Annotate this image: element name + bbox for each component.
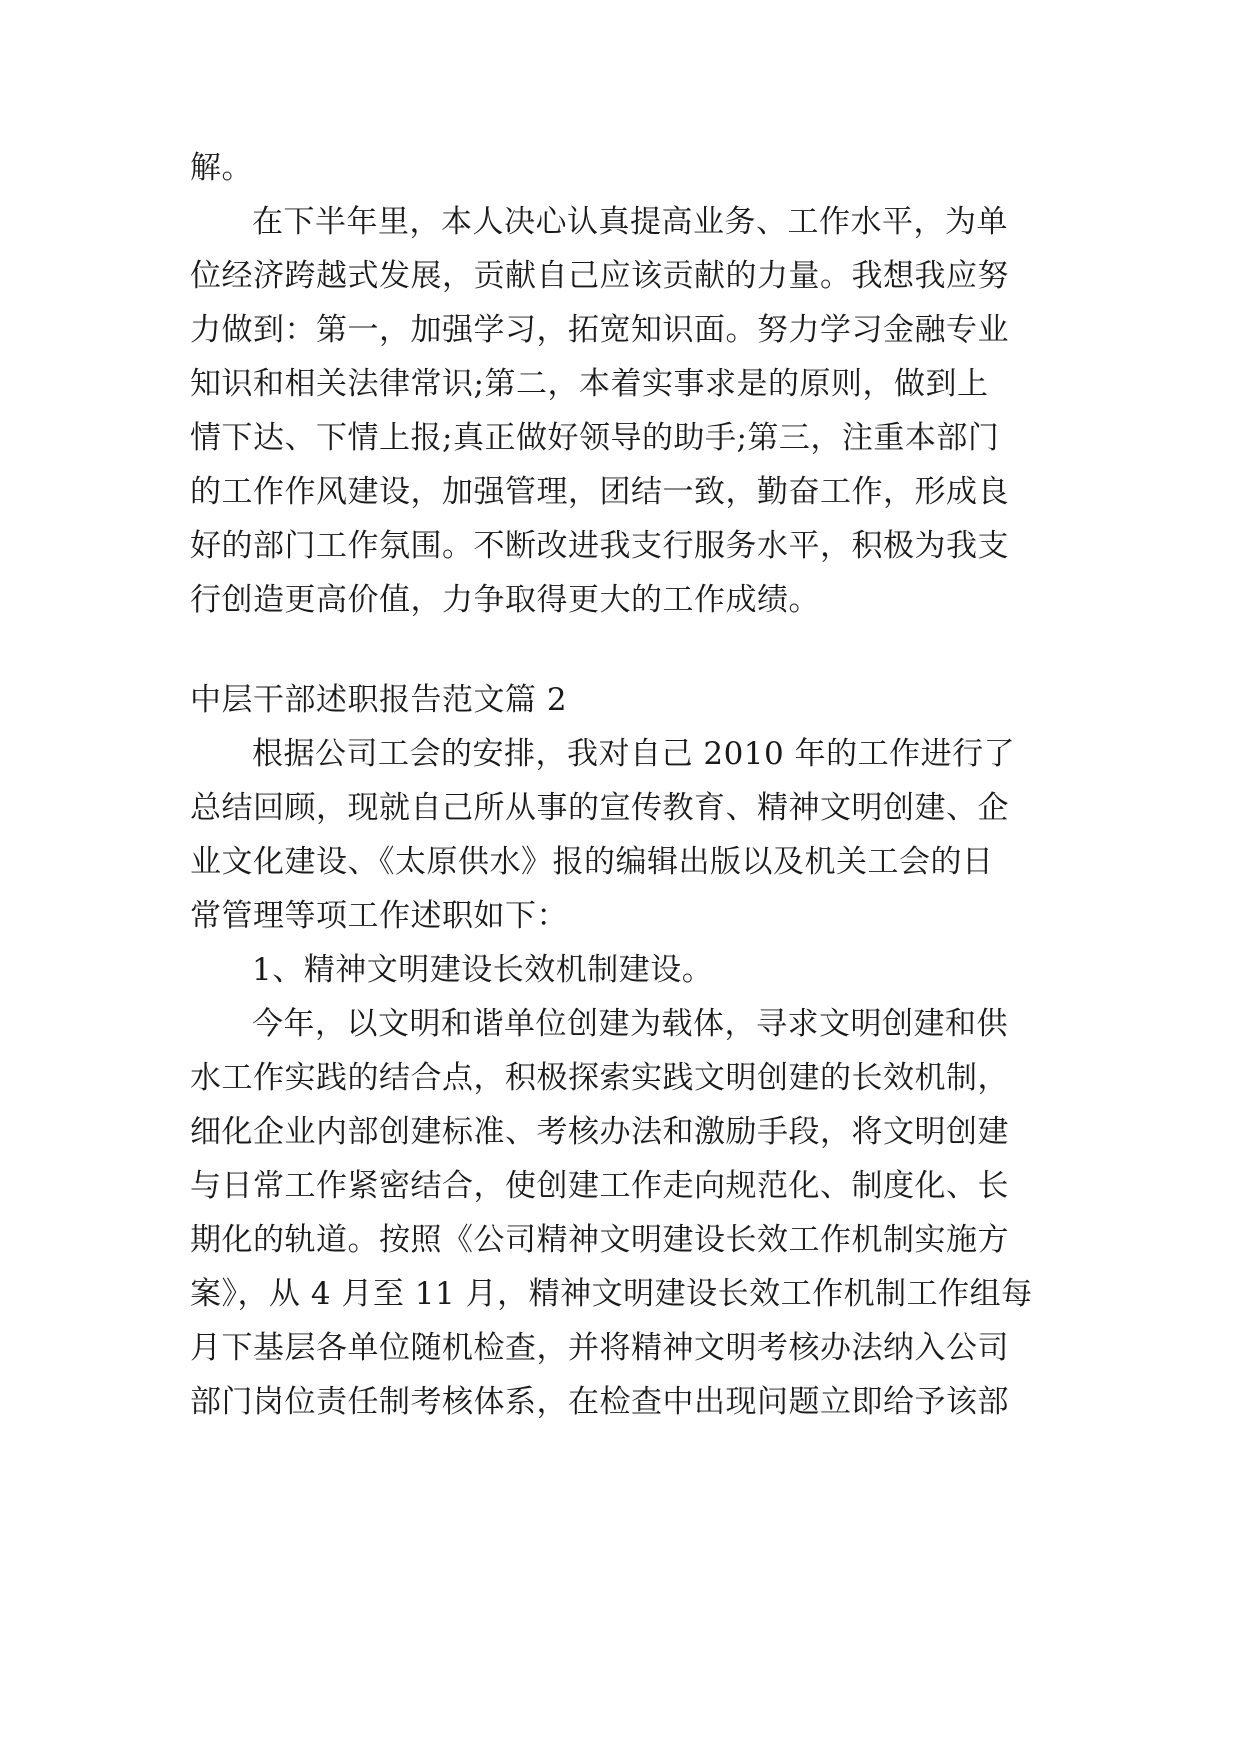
text-line: 情下达、下情上报;真正做好领导的助手;第三，注重本部门 <box>190 420 1000 456</box>
paragraph-first-line: 今年，以文明和谐单位创建为载体，寻求文明创建和供 <box>252 1006 1008 1042</box>
text-line: 总结回顾，现就自己所从事的宣传教育、精神文明创建、企 <box>190 790 1009 826</box>
text-line: 部门岗位责任制考核体系，在检查中出现问题立即给予该部 <box>190 1384 1009 1420</box>
text-line: 好的部门工作氛围。不断改进我支行服务水平，积极为我支 <box>190 528 1009 564</box>
text-line: 知识和相关法律常识;第二，本着实事求是的原则，做到上 <box>190 366 989 402</box>
text-line: 行创造更高价值，力争取得更大的工作成绩。 <box>190 582 820 618</box>
text-line: 期化的轨道。按照《公司精神文明建设长效工作机制实施方 <box>190 1222 1009 1258</box>
list-item-heading: 1、精神文明建设长效机制建设。 <box>252 952 714 988</box>
paragraph-first-line: 根据公司工会的安排，我对自己 2010 年的工作进行了 <box>252 736 1016 772</box>
text-line: 业文化建设、《太原供水》报的编辑出版以及机关工会的日 <box>190 844 994 880</box>
text-line: 与日常工作紧密结合，使创建工作走向规范化、制度化、长 <box>190 1168 1009 1204</box>
text-line: 力做到：第一，加强学习，拓宽知识面。努力学习金融专业 <box>190 312 1009 348</box>
text-line: 细化企业内部创建标准、考核办法和激励手段，将文明创建 <box>190 1114 1009 1150</box>
section-heading: 中层干部述职报告范文篇 2 <box>190 682 568 718</box>
text-line: 案》，从 4 月至 11 月，精神文明建设长效工作机制工作组每 <box>190 1276 1033 1312</box>
text-line: 常管理等项工作述职如下： <box>190 898 568 934</box>
text-line: 解。 <box>190 150 253 186</box>
text-line: 位经济跨越式发展，贡献自己应该贡献的力量。我想我应努 <box>190 258 1009 294</box>
text-line: 的工作作风建设，加强管理，团结一致，勤奋工作，形成良 <box>190 474 1009 510</box>
text-line: 月下基层各单位随机检查，并将精神文明考核办法纳入公司 <box>190 1330 1009 1366</box>
paragraph-first-line: 在下半年里，本人决心认真提高业务、工作水平，为单 <box>252 204 1008 240</box>
text-line: 水工作实践的结合点，积极探索实践文明创建的长效机制， <box>190 1060 1009 1096</box>
